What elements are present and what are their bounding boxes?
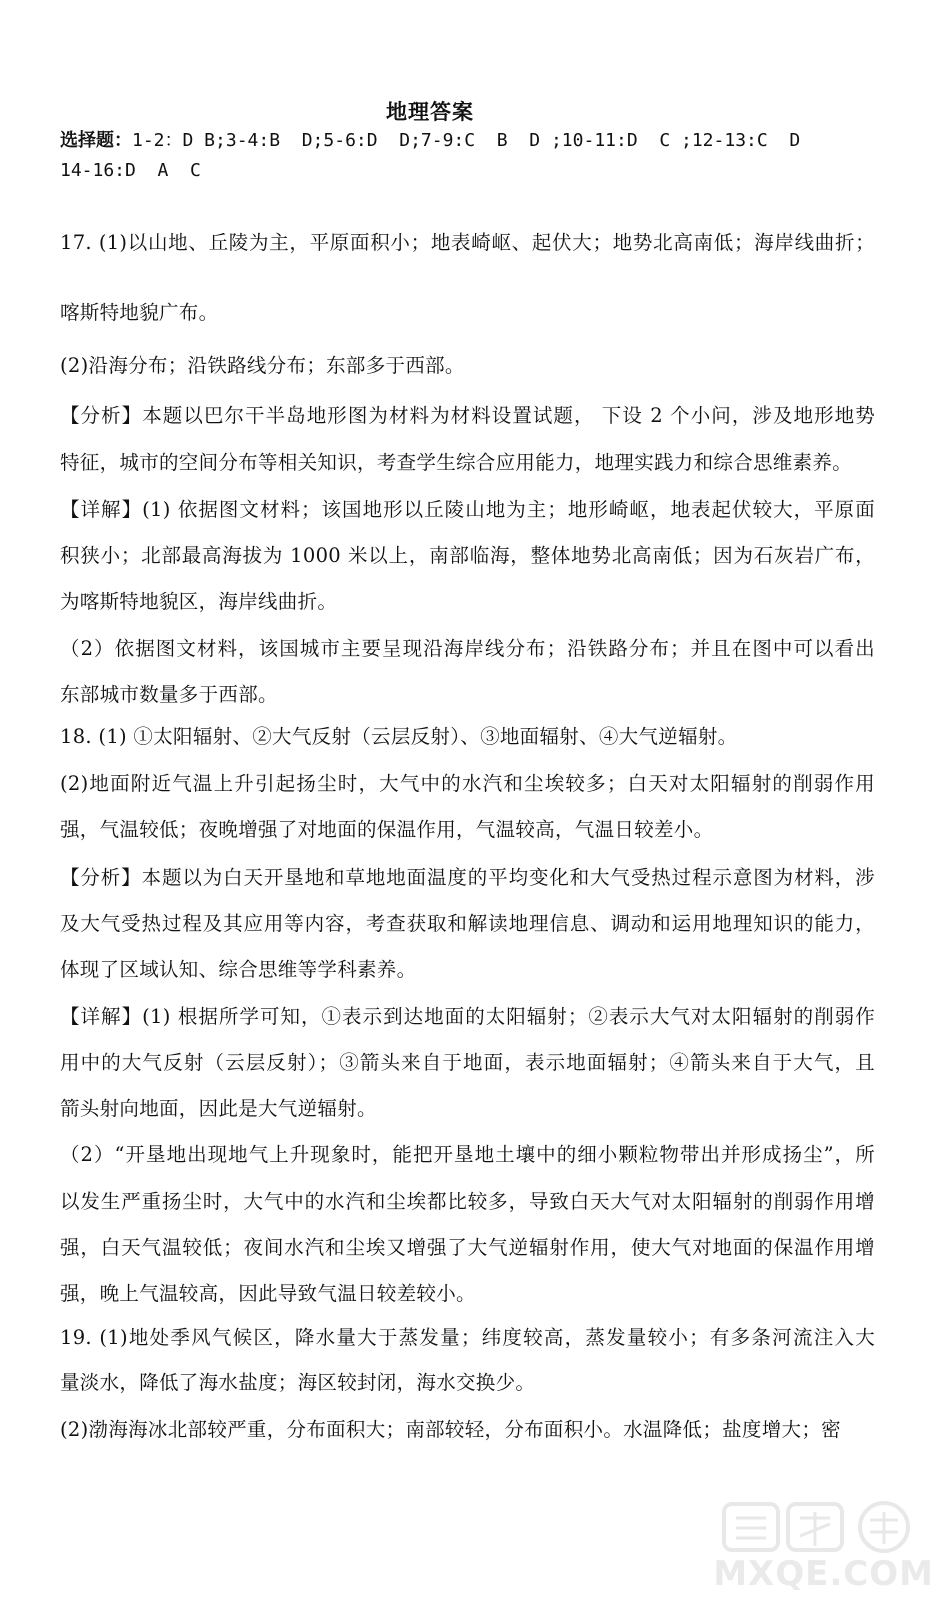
watermark <box>714 1498 934 1594</box>
text-line: 体现了区域认知、综合思维等学科素养。 <box>60 958 417 981</box>
text-line: 强，晚上气温较高，因此导致气温日较差较小。 <box>60 1282 476 1305</box>
text-line: 19. (1)地处季风气候区，降水量大于蒸发量；纬度较高，蒸发量较小；有多条河流注入大 <box>60 1326 875 1349</box>
text-line: 积狭小；北部最高海拔为 1000 米以上，南部临海，整体地势北高南低；因为石灰岩广布， <box>60 544 875 567</box>
text-line: 【分析】本题以巴尔干半岛地形图为材料为材料设置试题， 下设 2 个小问，涉及地形地势 <box>60 404 875 427</box>
text-line: （2）依据图文材料，该国城市主要呈现沿海岸线分布；沿铁路分布；并且在图中可以看出 <box>60 637 875 660</box>
watermark-logo-icon <box>714 1498 934 1558</box>
text-line: 18. (1) ①太阳辐射、②大气反射（云层反射）、③地面辐射、④大气逆辐射。 <box>60 725 738 748</box>
multiple-choice-answers <box>60 126 880 186</box>
text-line: 【详解】(1) 依据图文材料；该国地形以丘陵山地为主；地形崎岖，地表起伏较大，平原面 <box>60 498 875 521</box>
text-line: (2)地面附近气温上升引起扬尘时，大气中的水汽和尘埃较多；白天对太阳辐射的削弱作用 <box>60 772 875 795</box>
text-line: (2)渤海海冰北部较严重，分布面积大；南部较轻，分布面积小。水温降低；盐度增大；密 <box>60 1418 841 1441</box>
text-line: 强，白天气温较低；夜间水汽和尘埃又增强了大气逆辐射作用，使大气对地面的保温作用增 <box>60 1236 875 1259</box>
answers-line-2: 14-16:D A C <box>60 160 201 181</box>
text-line: 及大气受热过程及其应用等内容，考查获取和解读地理信息、调动和运用地理知识的能力， <box>60 912 875 935</box>
text-line: 为喀斯特地貌区，海岸线曲折。 <box>60 590 338 613</box>
text-line: 【详解】(1) 根据所学可知，①表示到达地面的太阳辐射；②表示大气对太阳辐射的削弱作 <box>60 1005 875 1028</box>
text-line: 特征，城市的空间分布等相关知识，考查学生综合应用能力，地理实践力和综合思维素养。 <box>60 451 853 474</box>
page-title: 地理答案 <box>386 99 474 124</box>
text-line: 用中的大气反射（云层反射）；③箭头来自于地面，表示地面辐射；④箭头来自于大气，且 <box>60 1051 875 1074</box>
answers-label: 选择题： <box>60 130 132 151</box>
text-line: （2）“开垦地出现地气上升现象时，能把开垦地土壤中的细小颗粒物带出并形成扬尘”，所 <box>60 1143 875 1166</box>
answers-line-1: 1-2：D B;3-4:B D;5-6:D D;7-9:C B D ;10-11:D C ;12-13:C D <box>132 130 801 151</box>
text-line: 东部城市数量多于西部。 <box>60 683 278 706</box>
text-line: 强，气温较低；夜晚增强了对地面的保温作用，气温较高，气温日较差小。 <box>60 818 714 841</box>
text-line: 箭头射向地面，因此是大气逆辐射。 <box>60 1097 377 1120</box>
text-line: 【分析】本题以为白天开垦地和草地地面温度的平均变化和大气受热过程示意图为材料，涉 <box>60 866 875 889</box>
text-line: 喀斯特地貌广布。 <box>60 301 219 324</box>
watermark-text: MXQE.COM <box>713 1554 934 1594</box>
text-line: 17. (1)以山地、丘陵为主，平原面积小；地表崎岖、起伏大；地势北高南低；海岸线曲折； <box>60 231 875 254</box>
text-line: (2)沿海分布；沿铁路线分布；东部多于西部。 <box>60 354 465 377</box>
text-line: 量淡水，降低了海水盐度；海区较封闭，海水交换少。 <box>60 1371 536 1394</box>
text-line: 以发生严重扬尘时，大气中的水汽和尘埃都比较多，导致白天大气对太阳辐射的削弱作用增 <box>60 1190 875 1213</box>
